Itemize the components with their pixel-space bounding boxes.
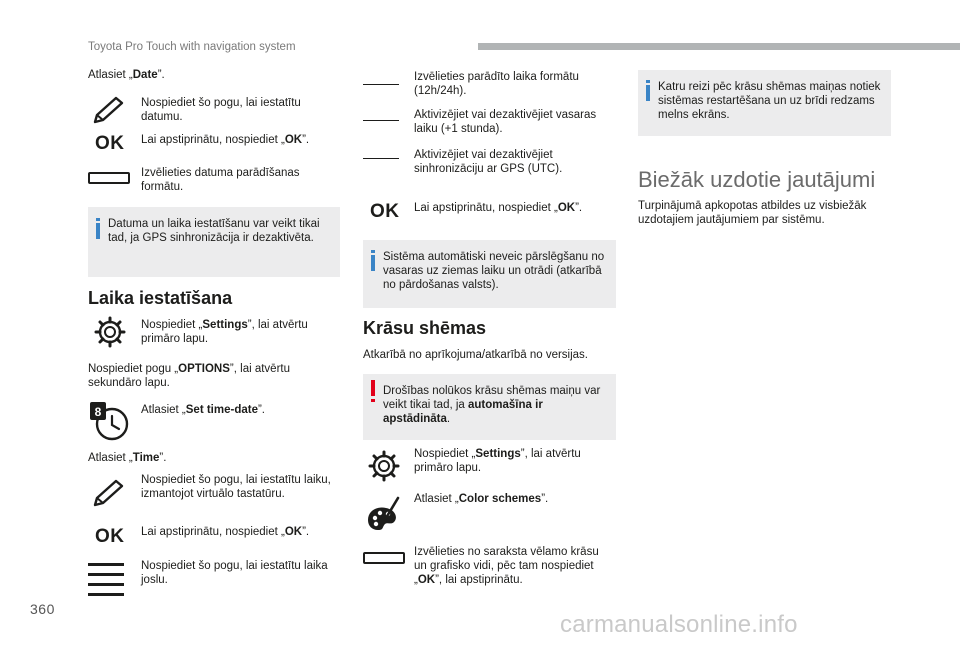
date-format-text: Izvēlieties datuma parādīšanas formātu. — [141, 167, 300, 193]
format-button-icon — [88, 172, 130, 184]
list-button-icon — [363, 552, 405, 564]
press-button-time-text: Nospiediet šo pogu, lai iestatītu laiku, izmantojot virtuālo tastatūru. — [141, 474, 331, 500]
header-bar — [478, 43, 960, 50]
info-icon — [371, 255, 375, 271]
info-icon — [646, 85, 650, 101]
select-time-text: Atlasiet „Time”. — [88, 452, 167, 464]
section-heading-time: Laika iestatīšana — [88, 288, 233, 308]
pencil-icon — [92, 95, 126, 125]
set-time-date-text: Atlasiet „Set time-date”. — [141, 404, 265, 416]
confirm-ok-text: Lai apstiprinātu, nospiediet „OK”. — [414, 202, 583, 214]
info-note-date-time: Datuma un laika iestatīšanu var veikt tikai tad, ja GPS sinhronizācija ir dezaktivēta. — [88, 207, 340, 277]
settings-gear-icon — [94, 316, 126, 348]
options-press-text: Nospiediet pogu „OPTIONS”, lai atvērtu sekundāro lapu. — [88, 363, 290, 389]
palette-brush-icon — [364, 494, 402, 532]
toggle-line-icon — [363, 158, 399, 159]
ok-icon: OK — [95, 526, 125, 547]
section-heading-faq: Biežāk uzdotie jautājumi — [638, 167, 876, 192]
summer-time-text: Aktivizējiet vai dezaktivējiet vasaras laiku (+1 stunda). — [414, 109, 597, 135]
clock-icon — [88, 400, 130, 442]
toggle-line-icon — [363, 84, 399, 85]
info-note-summer-time: Sistēma automātiski neveic pārslēgšanu no vasaras uz ziemas laiku un otrādi (atkarībā no pārdošanas valsts). — [363, 240, 616, 308]
ok-icon: OK — [370, 201, 400, 222]
confirm-ok-text: Lai apstiprinātu, nospiediet „OK”. — [141, 526, 310, 538]
page-number: 360 — [30, 601, 55, 617]
settings-gear-icon — [368, 450, 400, 482]
time-zone-text: Nospiediet šo pogu, lai iestatītu laika joslu. — [141, 560, 328, 586]
watermark: carmanualsonline.info — [560, 611, 798, 638]
press-button-date-text: Nospiediet šo pogu, lai iestatītu datumu. — [141, 97, 301, 123]
toggle-line-icon — [363, 120, 399, 121]
time-format-text: Izvēlieties parādīto laika formātu (12h/24h). — [414, 71, 579, 97]
settings-press-text: Nospiediet „Settings”, lai atvērtu primāro lapu. — [414, 448, 581, 474]
info-icon — [96, 223, 100, 239]
ok-icon: OK — [95, 133, 125, 154]
menu-lines-icon — [88, 563, 124, 603]
faq-intro-text: Turpinājumā apkopotas atbildes uz visbiežāk uzdotajiem jautājumiem par sistēmu. — [638, 200, 867, 226]
select-date-text: Atlasiet „Date”. — [88, 69, 165, 81]
pencil-icon — [92, 478, 126, 508]
confirm-ok-text: Lai apstiprinātu, nospiediet „OK”. — [141, 134, 310, 146]
gps-sync-text: Aktivizējiet vai dezaktivējiet sinhronizāciju ar GPS (UTC). — [414, 149, 563, 175]
clock-badge: 8 — [94, 405, 102, 419]
section-heading-color-schemes: Krāsu shēmas — [363, 318, 487, 338]
settings-press-text: Nospiediet „Settings”, lai atvērtu primāro lapu. — [141, 319, 308, 345]
warning-note-color-schemes: Drošības nolūkos krāsu shēmas maiņu var veikt tikai tad, ja automašīna ir apstādināta. — [363, 374, 616, 440]
running-header: Toyota Pro Touch with navigation system — [88, 41, 296, 53]
color-schemes-text: Atlasiet „Color schemes”. — [414, 493, 549, 505]
info-note-restart: Katru reizi pēc krāsu shēmas maiņas notiek sistēmas restartēšana un uz brīdi redzams melns ekrāns. — [638, 70, 891, 136]
warning-icon — [371, 380, 375, 396]
choose-scheme-text: Izvēlieties no saraksta vēlamo krāsu un grafisko vidi, pēc tam nospiediet „OK”, lai apstiprinātu. — [414, 546, 599, 586]
equipment-text: Atkarībā no aprīkojuma/atkarībā no versijas. — [363, 349, 589, 361]
